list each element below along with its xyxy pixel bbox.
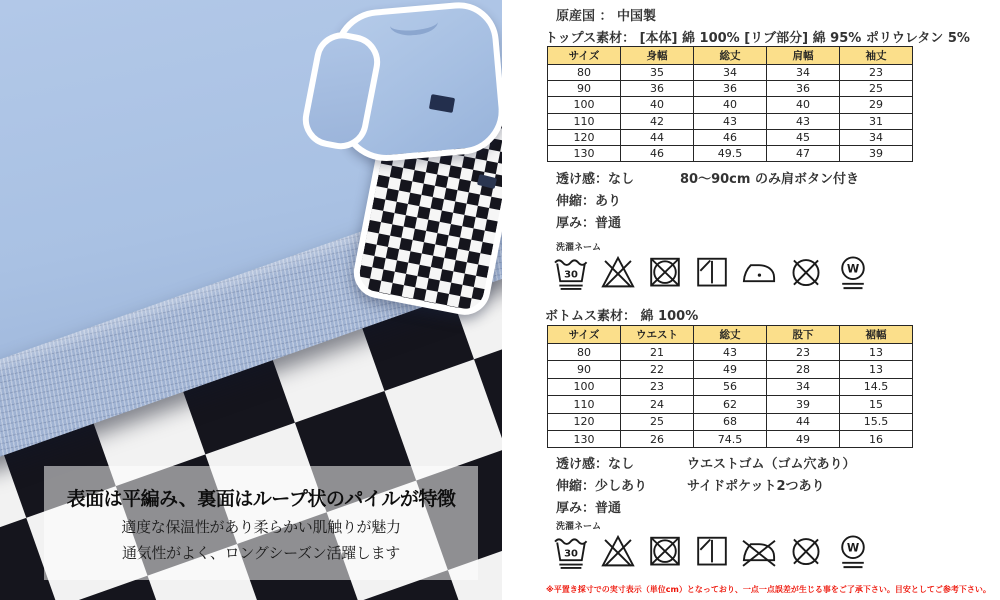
wash-30-gentle-icon <box>552 251 590 295</box>
no-bleach-icon <box>599 530 637 574</box>
table-cell: 44 <box>767 413 840 430</box>
table-cell: 90 <box>548 81 621 97</box>
table-row <box>548 97 913 113</box>
no-iron-icon <box>740 530 778 574</box>
caption-headline: 表面は平編み、裏面はループ状のパイルが特徴 <box>66 487 456 510</box>
table-row <box>548 430 913 447</box>
tops-stretch-label: 伸縮：あり <box>556 194 622 210</box>
table-cell: 23 <box>767 344 840 361</box>
column-header: 股下 <box>767 326 840 344</box>
table-cell: 80 <box>548 344 621 361</box>
table-cell: 74.5 <box>694 430 767 447</box>
wet-clean-gentle-icon <box>834 251 872 295</box>
table-cell: 42 <box>621 113 694 129</box>
table-row <box>548 65 913 81</box>
column-header: 裾幅 <box>840 326 913 344</box>
table-cell: 80 <box>548 65 621 81</box>
table-cell: 47 <box>767 145 840 161</box>
care-label-tops: 洗濯ネーム <box>556 243 602 253</box>
iron-low-icon <box>740 251 778 295</box>
table-cell: 21 <box>621 344 694 361</box>
bottoms-note-stretch <box>556 476 825 498</box>
column-header: 肩幅 <box>767 47 840 65</box>
table-cell: 46 <box>621 145 694 161</box>
caption-line2: 適度な保温性があり柔らかい肌触りが魅力 <box>121 517 401 536</box>
table-cell: 39 <box>767 396 840 413</box>
caption-line3: 通気性がよく、ロングシーズン活躍します <box>122 543 400 562</box>
care-label-bottoms: 洗濯ネーム <box>556 522 602 532</box>
table-cell: 40 <box>694 97 767 113</box>
column-header: サイズ <box>548 47 621 65</box>
table-row <box>548 344 913 361</box>
care-icons-tops <box>552 251 872 295</box>
table-row <box>548 113 913 129</box>
table-cell: 110 <box>548 113 621 129</box>
table-row <box>548 361 913 378</box>
tops-shoulder-note: 80〜90cm のみ肩ボタン付き <box>680 172 859 187</box>
column-header: ウエスト <box>621 326 694 344</box>
table-cell: 15.5 <box>840 413 913 430</box>
table-cell: 100 <box>548 97 621 113</box>
side-pocket-note: サイドポケット2つあり <box>687 479 825 495</box>
table-cell: 56 <box>694 378 767 395</box>
table-cell: 28 <box>767 361 840 378</box>
table-cell: 14.5 <box>840 378 913 395</box>
tops-sheer-label: 透け感：なし <box>556 172 635 187</box>
care-icons-bottoms <box>552 530 872 574</box>
bottoms-thickness-label: 厚み：普通 <box>556 501 622 517</box>
table-cell: 35 <box>621 65 694 81</box>
table-cell: 25 <box>621 413 694 430</box>
table-cell: 43 <box>694 344 767 361</box>
blue-sweatshirt-image <box>330 0 502 165</box>
table-cell: 100 <box>548 378 621 395</box>
table-cell: 13 <box>840 361 913 378</box>
table-cell: 36 <box>621 81 694 97</box>
table-cell: 13 <box>840 344 913 361</box>
table-cell: 36 <box>767 81 840 97</box>
bottoms-notes <box>556 454 856 521</box>
table-cell: 24 <box>621 396 694 413</box>
size-table-tops <box>547 46 913 162</box>
table-cell: 34 <box>694 65 767 81</box>
table-cell: 90 <box>548 361 621 378</box>
size-table-bottoms <box>547 325 913 448</box>
table-cell: 15 <box>840 396 913 413</box>
table-cell: 34 <box>767 65 840 81</box>
table-cell: 120 <box>548 129 621 145</box>
bottoms-sheer-label: 透け感：なし <box>556 457 635 472</box>
waist-gum-note: ウエストゴム（ゴム穴あり） <box>687 457 856 472</box>
table-cell: 34 <box>767 378 840 395</box>
no-tumble-dry-icon <box>646 251 684 295</box>
table-row <box>548 81 913 97</box>
wet-clean-gentle-icon <box>834 530 872 574</box>
table-cell: 110 <box>548 396 621 413</box>
table-cell: 130 <box>548 145 621 161</box>
bottoms-material: ボトムス素材： 綿 100% <box>545 309 699 324</box>
column-header: サイズ <box>548 326 621 344</box>
no-bleach-icon <box>599 251 637 295</box>
table-row <box>548 145 913 161</box>
table-cell: 22 <box>621 361 694 378</box>
column-header: 袖丈 <box>840 47 913 65</box>
table-cell: 49.5 <box>694 145 767 161</box>
table-row <box>548 413 913 430</box>
spec-panel <box>545 0 1000 600</box>
table-cell: 39 <box>840 145 913 161</box>
wash-30-gentle-icon <box>552 530 590 574</box>
no-tumble-dry-icon <box>646 530 684 574</box>
bottoms-stretch-label: 伸縮：少しあり <box>556 479 648 495</box>
shade-line-dry-icon <box>693 251 731 295</box>
table-cell: 120 <box>548 413 621 430</box>
table-cell: 25 <box>840 81 913 97</box>
table-cell: 23 <box>621 378 694 395</box>
table-cell: 43 <box>694 113 767 129</box>
column-header: 総丈 <box>694 326 767 344</box>
table-cell: 29 <box>840 97 913 113</box>
table-cell: 62 <box>694 396 767 413</box>
table-cell: 40 <box>767 97 840 113</box>
table-cell: 49 <box>694 361 767 378</box>
table-cell: 31 <box>840 113 913 129</box>
measurement-disclaimer: ※平置き採寸での実寸表示（単位cm）となっており、一点一点誤差が生じる事をご了承下さい。目安としてご参考下さい。 <box>546 585 991 594</box>
table-cell: 23 <box>840 65 913 81</box>
table-cell: 26 <box>621 430 694 447</box>
table-row <box>548 396 913 413</box>
photo-caption-overlay <box>44 466 478 580</box>
column-header: 身幅 <box>621 47 694 65</box>
tops-notes <box>556 169 859 236</box>
table-cell: 36 <box>694 81 767 97</box>
header-row <box>548 47 913 65</box>
sweatshirt-collar <box>389 10 439 37</box>
no-dry-clean-icon <box>787 530 825 574</box>
tops-thickness-label: 厚み：普通 <box>556 216 622 232</box>
origin-country: 原産国 ： 中国製 <box>556 9 657 24</box>
tops-note-sheer <box>556 169 859 191</box>
table-cell: 130 <box>548 430 621 447</box>
table-cell: 46 <box>694 129 767 145</box>
table-cell: 43 <box>767 113 840 129</box>
table-row <box>548 378 913 395</box>
table-cell: 34 <box>840 129 913 145</box>
table-cell: 45 <box>767 129 840 145</box>
bottoms-note-sheer <box>556 454 856 476</box>
shade-line-dry-icon <box>693 530 731 574</box>
header-row <box>548 326 913 344</box>
table-cell: 40 <box>621 97 694 113</box>
table-row <box>548 129 913 145</box>
table-cell: 16 <box>840 430 913 447</box>
tops-material: トップス素材： [本体] 綿 100% [リブ部分] 綿 95% ポリウレタン 5% <box>545 31 970 46</box>
table-cell: 49 <box>767 430 840 447</box>
table-cell: 44 <box>621 129 694 145</box>
table-cell: 68 <box>694 413 767 430</box>
no-dry-clean-icon <box>787 251 825 295</box>
column-header: 総丈 <box>694 47 767 65</box>
